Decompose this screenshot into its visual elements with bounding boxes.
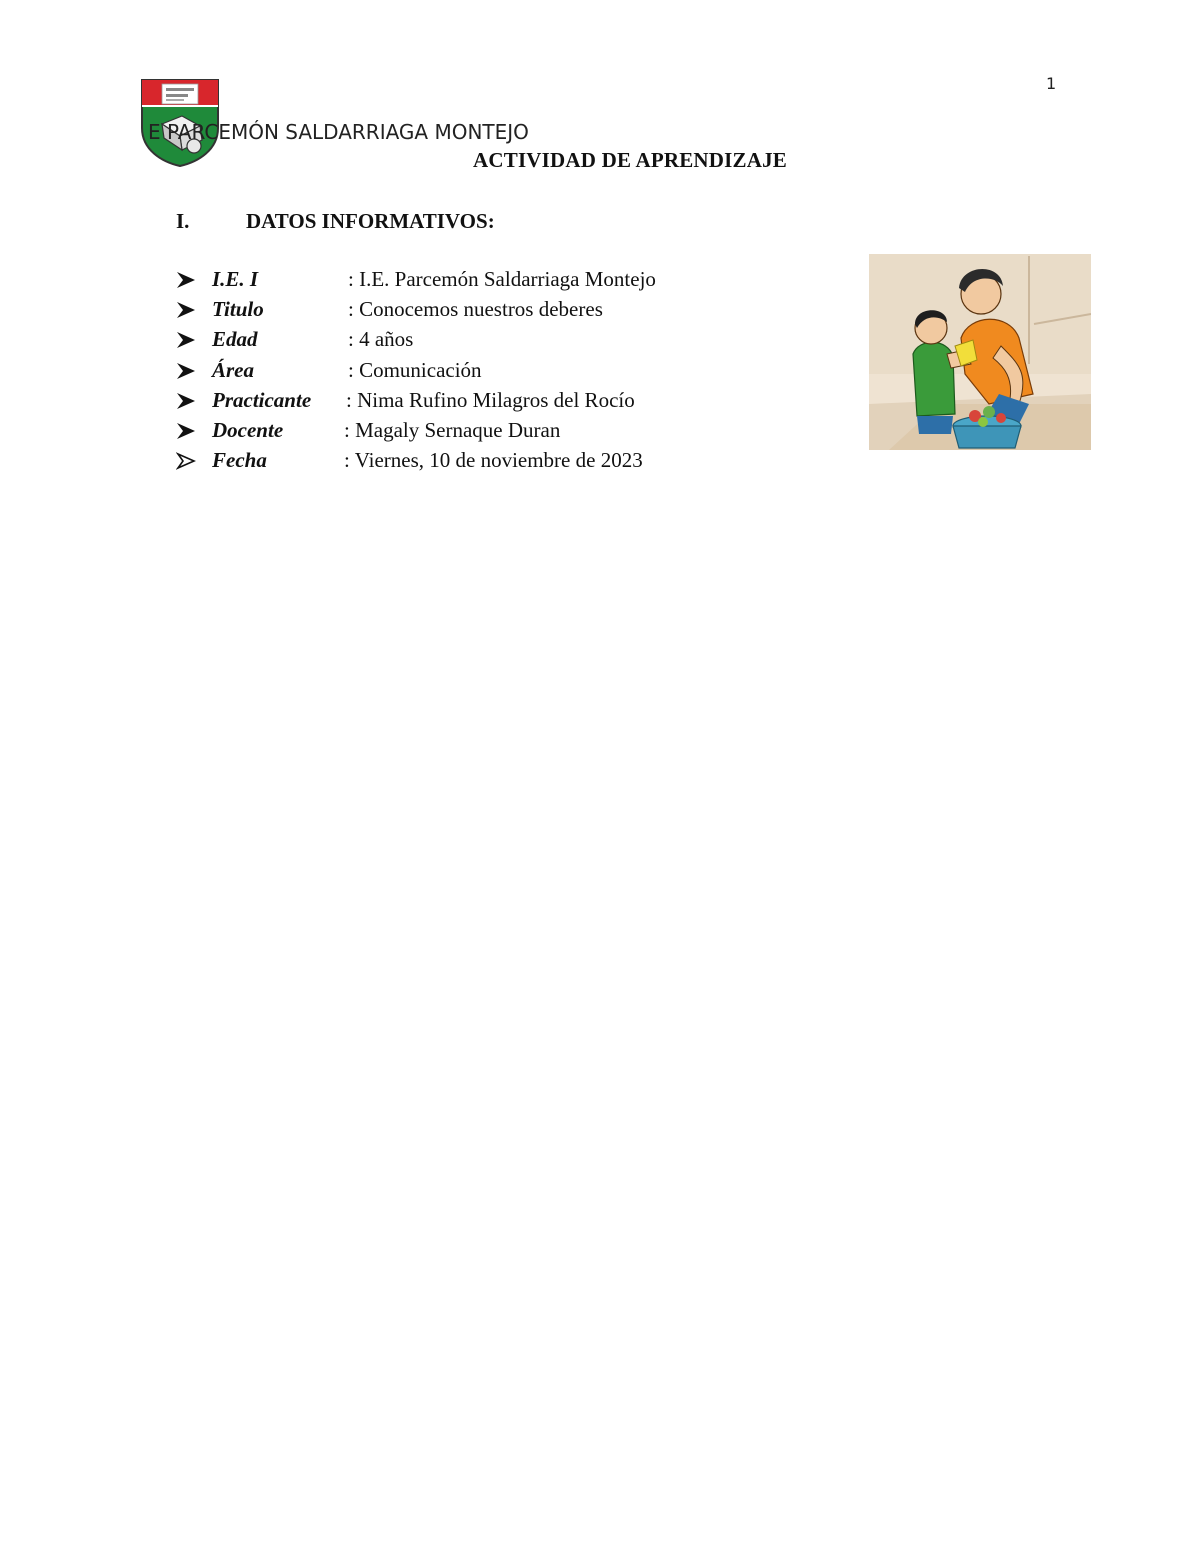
info-label: I.E. I	[212, 267, 259, 291]
page-number: 1	[1046, 74, 1057, 93]
info-value: : Nima Rufino Milagros del Rocío	[346, 387, 635, 412]
arrowhead-bullet-icon	[176, 422, 196, 440]
info-value: : Viernes, 10 de noviembre de 2023	[344, 448, 643, 473]
info-value: : Conocemos nuestros deberes	[348, 297, 603, 322]
info-label: Área	[212, 357, 254, 382]
arrowhead-bullet-outline-icon	[176, 452, 196, 470]
info-label: Edad	[212, 327, 258, 352]
arrowhead-bullet-icon	[176, 331, 196, 349]
document-title: ACTIVIDAD DE APRENDIZAJE	[473, 148, 788, 172]
info-label: Docente	[212, 417, 284, 442]
info-value: : 4 años	[348, 327, 414, 352]
mother-child-washing-illustration	[869, 254, 1091, 450]
info-label: Titulo	[212, 297, 264, 322]
info-value: : Comunicación	[348, 357, 482, 382]
info-value: : I.E. Parcemón Saldarriaga Montejo	[348, 267, 656, 291]
section-heading	[176, 209, 495, 234]
section-number: I.	[176, 209, 190, 233]
info-value: : Magaly Sernaque Duran	[344, 417, 561, 442]
section-title: DATOS INFORMATIVOS:	[246, 209, 495, 233]
info-label: Practicante	[212, 387, 312, 412]
arrowhead-bullet-icon	[176, 271, 196, 289]
arrowhead-bullet-icon	[176, 362, 196, 380]
arrowhead-bullet-icon	[176, 392, 196, 410]
school-name-header: E PARCEMÓN SALDARRIAGA MONTEJO	[148, 120, 529, 144]
info-label: Fecha	[212, 448, 267, 473]
arrowhead-bullet-icon	[176, 301, 196, 319]
